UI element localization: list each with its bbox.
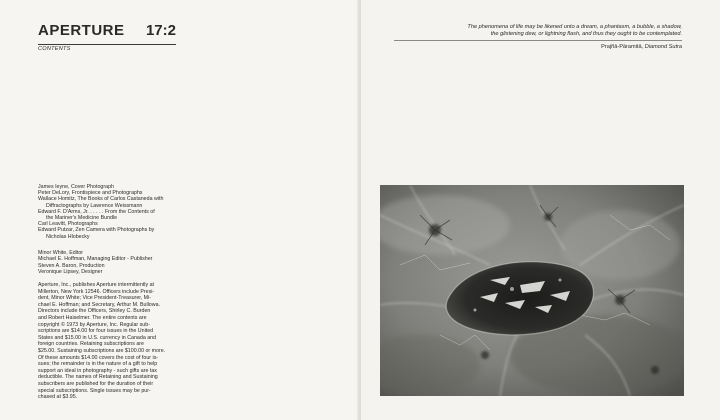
epigraph-line-2: the glistening dew, or lightning flash, and thus they ought to be contemplated. — [490, 31, 682, 38]
publisher-info-line: chased at $3.95. — [38, 394, 78, 401]
epigraph-attribution — [394, 44, 682, 50]
masthead — [38, 22, 176, 45]
epigraph-rule — [394, 40, 682, 41]
publisher-info-line: States and $15.00 in U.S. currency in Canada and — [38, 334, 157, 341]
epigraph — [394, 24, 682, 38]
contents-item: Wallace Homitz, The Books of Carlos Castaneda with — [38, 196, 164, 203]
publisher-info-line: scriptions are $14.00 for four issues in the United — [38, 328, 154, 335]
staff-list — [38, 250, 180, 275]
publisher-info-line: special subscriptions. Single issues may be pur- — [38, 387, 151, 394]
photograph-image — [380, 185, 684, 396]
attribution-work: Diamond Sutra — [644, 44, 682, 50]
epigraph-line-1: The phenomena of life may be likened unto a dream, a phantasm, a bubble, a shadow, — [467, 24, 682, 30]
staff-item: Veronique Lipsey, Designer — [38, 268, 103, 275]
publisher-info-line: Directors include the Officers, Shirley C. Burden — [38, 308, 151, 315]
publisher-info-line: deductible. The names of Retaining and Sustaining — [38, 374, 158, 381]
publisher-info-line: copyright © 1973 by Aperture, Inc. Regular sub- — [38, 321, 150, 328]
publisher-info-line: foreign countries. Retaining subscriptions are — [38, 341, 144, 348]
contents-item: Nicholas Hlobecky — [46, 233, 90, 240]
contents-item: James Ieyne, Cover Photograph — [38, 184, 114, 190]
contents-list — [38, 184, 180, 240]
contents-item: Diffractographs by Lawrence Weissmann — [46, 202, 143, 209]
publisher-info-line: Millerton, New York 12546. Officers include Presi- — [38, 288, 155, 295]
contents-item: Edward Putzar, Zen Camera with Photographs by — [38, 227, 155, 234]
magazine-title: APERTURE — [38, 22, 125, 39]
photograph — [380, 185, 684, 396]
left-page — [0, 0, 359, 420]
publisher-info-line: sues; the remainder is in the nature of a gift to help — [38, 361, 158, 368]
publisher-info — [38, 282, 180, 401]
publisher-info-line: $25.00. Sustaining subscriptions are $100.00 or more. — [38, 347, 166, 354]
publisher-info-line: Of these amounts $14.00 covers the cost of four is- — [38, 354, 159, 361]
attribution-name: Prajñā-Pāramitā, — [601, 44, 645, 50]
contents-label: CONTENTS — [38, 46, 71, 52]
contents-item: Peter DeLory, Frontispiece and Photographs — [38, 190, 143, 197]
publisher-info-line: chael E. Hoffman; and Secretary, Arthur M. Bullowa. — [38, 301, 160, 308]
staff-item: Michael E. Hoffman, Managing Editor - Publisher — [38, 256, 153, 263]
staff-item: Steven A. Baron, Production — [38, 262, 105, 269]
contents-item: the Mariner's Medicine Bundle — [46, 215, 118, 222]
publisher-info-line: subscribers are published for the duration of their — [38, 380, 154, 387]
contents-item: Carl Leavitt, Photographs — [38, 221, 98, 228]
issue-number: 17:2 — [145, 22, 176, 39]
publisher-info-line: dent, Minor White; Vice President-Treasurer, Mi- — [38, 295, 152, 302]
publisher-info-line: and Robert Haiselmer. The entire contents are — [38, 314, 147, 321]
publisher-info-line: support an ideal in photography - such gifts are tax — [38, 367, 157, 374]
publisher-info-line: Aperture, Inc., publishes Aperture intermittently at — [38, 282, 155, 288]
staff-item: Minor White, Editor — [38, 250, 84, 256]
contents-item: Edward F. D'Arms, Jr. . . . . . From the Contents of — [38, 208, 155, 215]
